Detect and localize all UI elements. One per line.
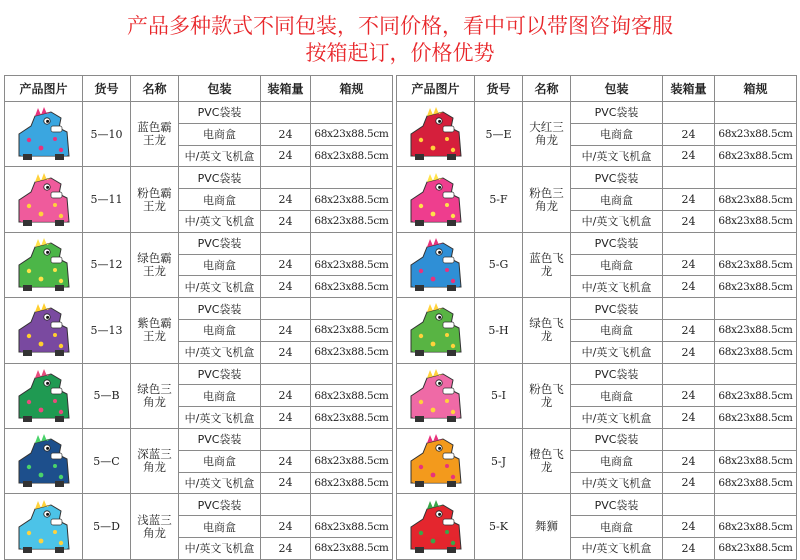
product-image-cell <box>5 494 83 559</box>
col-header-packaging: 包装 <box>571 76 663 102</box>
table-row <box>5 363 393 385</box>
carton-quantity: 24 <box>663 276 715 298</box>
carton-quantity: 24 <box>663 145 715 167</box>
carton-size: 68x23x88.5cm <box>311 123 393 145</box>
table-row <box>5 428 393 450</box>
carton-size: 68x23x88.5cm <box>311 537 393 559</box>
carton-size: 68x23x88.5cm <box>311 276 393 298</box>
carton-quantity <box>261 363 311 385</box>
carton-size: 68x23x88.5cm <box>311 450 393 472</box>
carton-size: 68x23x88.5cm <box>715 254 797 276</box>
packaging-type: 中/英文飞机盒 <box>571 407 663 429</box>
packaging-type: 中/英文飞机盒 <box>571 537 663 559</box>
col-header-image: 产品图片 <box>397 76 475 102</box>
packaging-type: 中/英文飞机盒 <box>179 276 261 298</box>
product-list-left <box>5 102 393 560</box>
packaging-type: 电商盒 <box>179 319 261 341</box>
packaging-type: 中/英文飞机盒 <box>571 472 663 494</box>
carton-quantity: 24 <box>261 341 311 363</box>
product-name: 绿色飞龙 <box>523 298 571 363</box>
col-header-name: 名称 <box>523 76 571 102</box>
product-name: 橙色飞龙 <box>523 428 571 493</box>
carton-size <box>715 363 797 385</box>
carton-quantity: 24 <box>261 385 311 407</box>
product-image-cell <box>397 494 475 559</box>
carton-quantity: 24 <box>261 319 311 341</box>
carton-quantity: 24 <box>663 341 715 363</box>
product-code: 5-J <box>475 428 523 493</box>
packaging-type: 中/英文飞机盒 <box>571 276 663 298</box>
carton-quantity: 24 <box>663 123 715 145</box>
packaging-type: PVC袋装 <box>179 363 261 385</box>
carton-quantity: 24 <box>261 516 311 538</box>
green-triceratops-icon <box>5 366 82 426</box>
carton-quantity: 24 <box>261 210 311 232</box>
carton-size <box>715 298 797 320</box>
packaging-type: PVC袋装 <box>571 494 663 516</box>
carton-quantity <box>261 232 311 254</box>
product-code: 5—E <box>475 102 523 167</box>
col-header-carton-size: 箱规 <box>311 76 393 102</box>
packaging-type: 中/英文飞机盒 <box>179 145 261 167</box>
product-name: 粉色飞龙 <box>523 363 571 428</box>
carton-quantity: 24 <box>663 385 715 407</box>
table-header-row <box>5 76 393 102</box>
packaging-type: 电商盒 <box>179 516 261 538</box>
packaging-type: 电商盒 <box>571 516 663 538</box>
packaging-type: PVC袋装 <box>571 428 663 450</box>
light-blue-triceratops-icon <box>5 497 82 557</box>
carton-quantity: 24 <box>261 123 311 145</box>
product-name: 粉色三角龙 <box>523 167 571 232</box>
product-table-left <box>4 75 393 560</box>
carton-quantity: 24 <box>663 210 715 232</box>
col-header-code: 货号 <box>83 76 131 102</box>
table-row <box>397 232 797 254</box>
carton-size: 68x23x88.5cm <box>715 516 797 538</box>
packaging-type: PVC袋装 <box>179 428 261 450</box>
carton-quantity <box>261 167 311 189</box>
product-code: 5-F <box>475 167 523 232</box>
product-image-cell <box>5 363 83 428</box>
product-name: 蓝色霸王龙 <box>131 102 179 167</box>
carton-size: 68x23x88.5cm <box>715 189 797 211</box>
packaging-type: 电商盒 <box>571 123 663 145</box>
product-code: 5-G <box>475 232 523 297</box>
table-row <box>397 102 797 124</box>
carton-size: 68x23x88.5cm <box>311 210 393 232</box>
headline-promo: 产品多种款式不同包装，不同价格，看中可以带图咨询客服 <box>127 14 673 38</box>
product-code: 5—12 <box>83 232 131 297</box>
purple-t-rex-icon <box>5 300 82 360</box>
product-code: 5—D <box>83 494 131 559</box>
packaging-type: 中/英文飞机盒 <box>571 210 663 232</box>
carton-size: 68x23x88.5cm <box>311 319 393 341</box>
packaging-type: 电商盒 <box>571 319 663 341</box>
packaging-type: PVC袋装 <box>179 494 261 516</box>
product-image-cell <box>397 428 475 493</box>
packaging-type: 中/英文飞机盒 <box>179 537 261 559</box>
carton-quantity: 24 <box>261 450 311 472</box>
headline-order-terms: 按箱起订，价格优势 <box>305 41 495 65</box>
carton-quantity: 24 <box>261 537 311 559</box>
product-name: 舞狮 <box>523 494 571 559</box>
carton-size <box>715 428 797 450</box>
pink-dragon-icon <box>397 366 474 426</box>
carton-quantity <box>663 428 715 450</box>
product-image-cell <box>397 232 475 297</box>
carton-quantity: 24 <box>261 472 311 494</box>
carton-size: 68x23x88.5cm <box>715 385 797 407</box>
table-row <box>5 102 393 124</box>
carton-quantity: 24 <box>261 254 311 276</box>
product-image-cell <box>5 167 83 232</box>
packaging-type: 电商盒 <box>571 189 663 211</box>
red-triceratops-icon <box>397 104 474 164</box>
carton-size: 68x23x88.5cm <box>311 472 393 494</box>
carton-size <box>311 167 393 189</box>
carton-quantity: 24 <box>261 145 311 167</box>
carton-quantity <box>261 494 311 516</box>
product-name: 深蓝三角龙 <box>131 428 179 493</box>
packaging-type: PVC袋装 <box>179 102 261 124</box>
packaging-type: 中/英文飞机盒 <box>179 472 261 494</box>
carton-quantity: 24 <box>261 189 311 211</box>
product-image-cell <box>5 298 83 363</box>
product-image-cell <box>5 428 83 493</box>
packaging-type: 电商盒 <box>179 189 261 211</box>
packaging-type: 中/英文飞机盒 <box>179 407 261 429</box>
product-table-right <box>396 75 797 560</box>
col-header-name: 名称 <box>131 76 179 102</box>
carton-quantity: 24 <box>663 319 715 341</box>
carton-quantity <box>663 363 715 385</box>
product-name: 浅蓝三角龙 <box>131 494 179 559</box>
product-name: 绿色三角龙 <box>131 363 179 428</box>
carton-quantity: 24 <box>261 276 311 298</box>
carton-size: 68x23x88.5cm <box>311 145 393 167</box>
table-row <box>397 363 797 385</box>
carton-size: 68x23x88.5cm <box>715 210 797 232</box>
carton-size: 68x23x88.5cm <box>715 276 797 298</box>
product-name: 粉色霸王龙 <box>131 167 179 232</box>
packaging-type: 中/英文飞机盒 <box>571 145 663 167</box>
carton-quantity: 24 <box>663 537 715 559</box>
carton-size <box>311 428 393 450</box>
green-t-rex-icon <box>5 235 82 295</box>
product-image-cell <box>397 298 475 363</box>
carton-size <box>311 102 393 124</box>
col-header-packaging: 包装 <box>179 76 261 102</box>
carton-size <box>715 232 797 254</box>
carton-size: 68x23x88.5cm <box>715 450 797 472</box>
carton-size: 68x23x88.5cm <box>715 319 797 341</box>
product-image-cell <box>397 102 475 167</box>
packaging-type: 中/英文飞机盒 <box>179 210 261 232</box>
product-name: 绿色霸王龙 <box>131 232 179 297</box>
carton-quantity: 24 <box>261 407 311 429</box>
carton-quantity <box>663 232 715 254</box>
carton-quantity <box>663 298 715 320</box>
carton-size: 68x23x88.5cm <box>311 516 393 538</box>
packaging-type: 电商盒 <box>179 254 261 276</box>
col-header-code: 货号 <box>475 76 523 102</box>
carton-size: 68x23x88.5cm <box>311 407 393 429</box>
carton-size: 68x23x88.5cm <box>311 385 393 407</box>
table-row <box>397 298 797 320</box>
product-name: 紫色霸王龙 <box>131 298 179 363</box>
product-code: 5-H <box>475 298 523 363</box>
carton-size: 68x23x88.5cm <box>715 123 797 145</box>
carton-size: 68x23x88.5cm <box>715 537 797 559</box>
col-header-quantity: 装箱量 <box>261 76 311 102</box>
product-image-cell <box>397 167 475 232</box>
carton-quantity <box>663 167 715 189</box>
table-row <box>5 494 393 516</box>
table-row <box>397 428 797 450</box>
table-row <box>5 232 393 254</box>
col-header-quantity: 装箱量 <box>663 76 715 102</box>
pink-t-rex-icon <box>5 170 82 230</box>
lion-dance-icon <box>397 497 474 557</box>
carton-size <box>311 232 393 254</box>
packaging-type: 中/英文飞机盒 <box>179 341 261 363</box>
packaging-type: PVC袋装 <box>571 102 663 124</box>
carton-quantity <box>261 298 311 320</box>
carton-size <box>311 363 393 385</box>
packaging-type: PVC袋装 <box>571 167 663 189</box>
packaging-type: PVC袋装 <box>179 298 261 320</box>
product-code: 5—C <box>83 428 131 493</box>
carton-size <box>715 167 797 189</box>
carton-size: 68x23x88.5cm <box>715 145 797 167</box>
carton-size <box>715 102 797 124</box>
packaging-type: 电商盒 <box>571 450 663 472</box>
carton-quantity: 24 <box>663 516 715 538</box>
table-row <box>5 298 393 320</box>
carton-quantity: 24 <box>663 254 715 276</box>
product-code: 5—11 <box>83 167 131 232</box>
carton-size <box>311 298 393 320</box>
carton-quantity: 24 <box>663 407 715 429</box>
packaging-type: 电商盒 <box>571 385 663 407</box>
blue-t-rex-icon <box>5 104 82 164</box>
carton-quantity: 24 <box>663 450 715 472</box>
carton-size: 68x23x88.5cm <box>715 472 797 494</box>
carton-size: 68x23x88.5cm <box>311 341 393 363</box>
product-image-cell <box>397 363 475 428</box>
carton-quantity <box>663 494 715 516</box>
blue-dragon-icon <box>397 235 474 295</box>
product-code: 5—13 <box>83 298 131 363</box>
packaging-type: 电商盒 <box>179 385 261 407</box>
product-code: 5—10 <box>83 102 131 167</box>
carton-quantity: 24 <box>663 472 715 494</box>
orange-dragon-icon <box>397 431 474 491</box>
carton-size: 68x23x88.5cm <box>715 407 797 429</box>
carton-size: 68x23x88.5cm <box>311 254 393 276</box>
packaging-type: 中/英文飞机盒 <box>571 341 663 363</box>
carton-quantity <box>261 428 311 450</box>
packaging-type: PVC袋装 <box>179 232 261 254</box>
packaging-type: 电商盒 <box>179 450 261 472</box>
product-image-cell <box>5 102 83 167</box>
carton-quantity <box>663 102 715 124</box>
carton-size: 68x23x88.5cm <box>311 189 393 211</box>
carton-size <box>715 494 797 516</box>
product-code: 5-K <box>475 494 523 559</box>
carton-size <box>311 494 393 516</box>
packaging-type: 电商盒 <box>571 254 663 276</box>
table-row <box>397 167 797 189</box>
product-image-cell <box>5 232 83 297</box>
product-code: 5—B <box>83 363 131 428</box>
pink-triceratops-icon <box>397 170 474 230</box>
table-header-row <box>397 76 797 102</box>
dark-blue-triceratops-icon <box>5 431 82 491</box>
carton-size: 68x23x88.5cm <box>715 341 797 363</box>
product-name: 蓝色飞龙 <box>523 232 571 297</box>
green-dragon-icon <box>397 300 474 360</box>
packaging-type: PVC袋装 <box>571 298 663 320</box>
packaging-type: PVC袋装 <box>571 363 663 385</box>
carton-quantity: 24 <box>663 189 715 211</box>
packaging-type: 电商盒 <box>179 123 261 145</box>
table-row <box>5 167 393 189</box>
col-header-carton-size: 箱规 <box>715 76 797 102</box>
product-name: 大红三角龙 <box>523 102 571 167</box>
product-list-right <box>397 102 797 560</box>
table-row <box>397 494 797 516</box>
product-code: 5-I <box>475 363 523 428</box>
packaging-type: PVC袋装 <box>179 167 261 189</box>
carton-quantity <box>261 102 311 124</box>
col-header-image: 产品图片 <box>5 76 83 102</box>
packaging-type: PVC袋装 <box>571 232 663 254</box>
